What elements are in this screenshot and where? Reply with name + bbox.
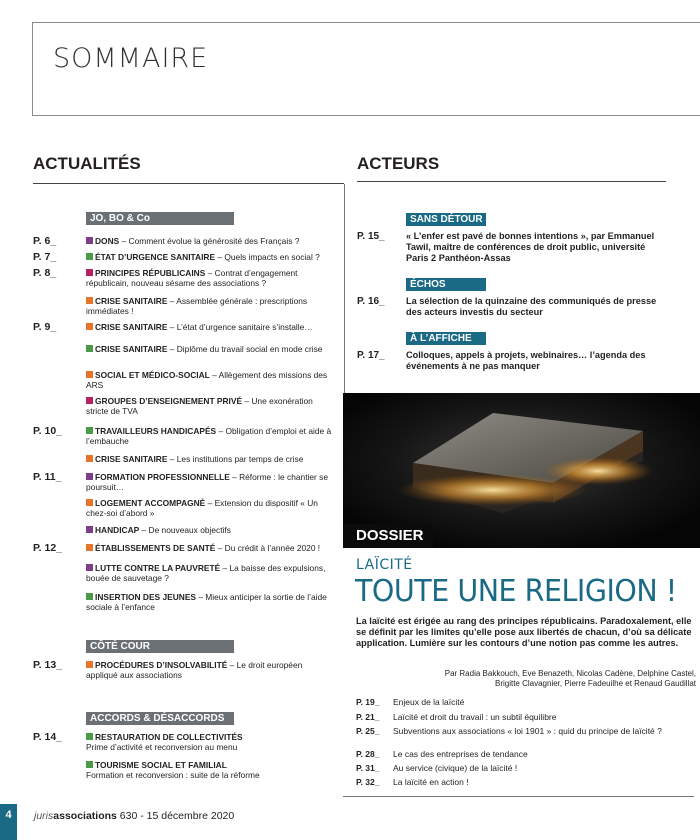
entry-title: SOCIAL ET MÉDICO-SOCIAL	[95, 370, 210, 380]
color-square-icon	[86, 593, 93, 600]
entry-title: INSERTION DES JEUNES	[95, 592, 196, 602]
color-square-icon	[86, 526, 93, 533]
toc-entry	[86, 296, 336, 316]
color-square-icon	[86, 427, 93, 434]
page-ref: P. 14_	[33, 731, 63, 743]
entry-text: Prime d’activité et reconversion au menu	[86, 742, 238, 752]
toc-entry	[86, 322, 336, 332]
footer-publication	[34, 810, 234, 822]
title-box	[32, 22, 700, 116]
color-square-icon	[86, 761, 93, 768]
entry-text: – L’état d’urgence sanitaire s’installe…	[167, 322, 313, 332]
entry-title: PRINCIPES RÉPUBLICAINS	[95, 268, 206, 278]
entry-title: CRISE SANITAIRE	[95, 454, 168, 464]
entry-title: RESTAURATION DE COLLECTIVITÉS	[95, 732, 243, 742]
entry-title: HANDICAP	[95, 525, 140, 535]
color-square-icon	[86, 733, 93, 740]
entry-title: CRISE SANITAIRE	[95, 322, 168, 332]
color-square-icon	[86, 297, 93, 304]
section-label-sans-detour: SANS DÉTOUR	[406, 213, 486, 226]
page-ref: P. 9_	[33, 321, 57, 333]
toc-entry	[86, 454, 336, 464]
toc-entry	[86, 760, 336, 780]
entry-text: – La baisse des expulsions, bouée de sauvetage ?	[86, 563, 326, 583]
toc-entry	[86, 498, 336, 518]
entry-text: – Obligation d’emploi et aide à l’embauche	[86, 426, 332, 446]
entry-text: – Mieux anticiper la sortie de l’aide sociale à l’enfance	[86, 592, 327, 612]
dossier-item: Laïcité et droit du travail : un subtil équilibre	[393, 712, 557, 722]
entry-text: – Diplôme du travail social en mode crise	[167, 344, 323, 354]
toc-entry	[86, 660, 336, 680]
toc-entry	[86, 732, 336, 752]
entry-text: Colloques, appels à projets, webinaires… l’agenda des événements à ne pas manquer	[406, 350, 646, 371]
page-ref: P. 8_	[33, 267, 57, 279]
column-divider	[344, 184, 345, 398]
entry-text: Formation et reconversion : suite de la réforme	[86, 770, 260, 780]
page-ref: P. 11_	[33, 471, 62, 483]
section-label-a-l-affiche: À L’AFFICHE	[406, 332, 486, 345]
entry-title: LUTTE CONTRE LA PAUVRETÉ	[95, 563, 221, 573]
color-square-icon	[86, 397, 93, 404]
page-ref: P. 10_	[33, 425, 63, 437]
dossier-authors: Par Radia Bakkouch, Eve Benazeth, Nicolas Cadène, Delphine Castel, Brigitte Clavagnier, Pierre Fadeuilhe et Renaud Gaudillat	[444, 669, 696, 688]
page-ref: P. 6_	[33, 235, 57, 247]
color-square-icon	[86, 544, 93, 551]
dossier-item: La laïcité en action !	[393, 777, 469, 787]
dossier-bottom-rule	[343, 796, 694, 797]
entry-title: TOURISME SOCIAL ET FAMILIAL	[95, 760, 227, 770]
dossier-item: Enjeux de la laïcité	[393, 697, 465, 707]
color-square-icon	[86, 473, 93, 480]
color-square-icon	[86, 323, 93, 330]
page-ref: P. 16_	[357, 296, 385, 307]
acteurs-heading: ACTEURS	[357, 154, 440, 173]
section-label-echos: ÉCHOS	[406, 278, 486, 291]
entry-text: – Le droit européen appliqué aux associations	[86, 660, 303, 680]
page-ref: P. 12_	[33, 542, 63, 554]
dossier-label: DOSSIER	[343, 524, 433, 548]
toc-entry	[86, 543, 336, 553]
footer-brand-b: associations	[53, 810, 117, 822]
entry-text: La sélection de la quinzaine des communiqués de presse des acteurs investis du secteur	[406, 296, 657, 317]
color-square-icon	[86, 371, 93, 378]
entry-text: – Allègement des missions des ARS	[86, 370, 328, 390]
color-square-icon	[86, 345, 93, 352]
dossier-item: Le cas des entreprises de tendance	[393, 749, 528, 759]
entry-title: CRISE SANITAIRE	[95, 344, 168, 354]
entry-text: – Contrat d’engagement républicain, nouveau sésame des associations ?	[86, 268, 298, 288]
toc-entry	[86, 268, 336, 288]
toc-entry	[86, 563, 336, 583]
entry-text: – Les institutions par temps de crise	[167, 454, 304, 464]
section-label: JO, BO & Co	[86, 212, 234, 225]
toc-entry	[86, 396, 336, 416]
footer-issue: 630 - 15 décembre 2020	[116, 810, 235, 822]
page-ref: P. 28_	[356, 749, 380, 759]
entry-text: – Une exonération stricte de TVA	[86, 396, 313, 416]
page-ref: P. 13_	[33, 659, 63, 671]
toc-entry	[86, 525, 336, 535]
color-square-icon	[86, 499, 93, 506]
toc-entry	[86, 252, 336, 262]
page-ref: P. 25_	[356, 726, 380, 736]
color-square-icon	[86, 253, 93, 260]
toc-entry	[86, 236, 336, 246]
color-square-icon	[86, 237, 93, 244]
entry-title: PROCÉDURES D’INSOLVABILITÉ	[95, 660, 228, 670]
entry-text: « L’enfer est pavé de bonnes intentions », par Emmanuel Tawil, maître de conférences de droit public, université Paris 2 Panthéon-Assas	[406, 231, 655, 263]
entry-text: – Extension du dispositif « Un chez-soi d’abord »	[86, 498, 318, 518]
dossier-chapo: La laïcité est érigée au rang des principes républicains. Paradoxalement, elle se définit par les limites qu’elle pose aux libertés de chacun, d’où sa délicate application. Lumière sur les contours d’une notion pas comme les autres.	[356, 616, 692, 648]
entry-title: FORMATION PROFESSIONNELLE	[95, 472, 230, 482]
actualites-heading: ACTUALITÉS	[33, 154, 141, 173]
acteurs-rule	[357, 181, 666, 182]
entry-title: TRAVAILLEURS HANDICAPÉS	[95, 426, 217, 436]
toc-entry	[86, 472, 336, 492]
entry-text: – Réforme : le chantier se poursuit…	[86, 472, 328, 492]
page-ref: P. 15_	[357, 231, 385, 242]
color-square-icon	[86, 661, 93, 668]
entry-text: – Quels impacts en social ?	[215, 252, 320, 262]
page-number: 4	[0, 804, 17, 840]
page-title: SOMMAIRE	[53, 43, 209, 74]
color-square-icon	[86, 564, 93, 571]
dossier-item: Au service (civique) de la laïcité !	[393, 763, 518, 773]
toc-entry	[86, 592, 336, 612]
toc-entry	[86, 370, 336, 390]
page-ref: P. 19_	[356, 697, 380, 707]
toc-entry	[86, 344, 336, 354]
dossier-kicker: LAÏCITÉ	[356, 557, 413, 573]
actualites-rule	[33, 183, 344, 184]
entry-title: ÉTABLISSEMENTS DE SANTÉ	[95, 543, 216, 553]
entry-title: DONS	[95, 236, 120, 246]
entry-title: LOGEMENT ACCOMPAGNÉ	[95, 498, 206, 508]
toc-entry	[86, 426, 336, 446]
section-label: CÔTÉ COUR	[86, 640, 234, 653]
section-label: ACCORDS & DÉSACCORDS	[86, 712, 234, 725]
entry-text: – De nouveaux objectifs	[139, 525, 231, 535]
color-square-icon	[86, 455, 93, 462]
footer-brand-a: juris	[34, 810, 54, 822]
page-ref: P. 31_	[356, 763, 380, 773]
entry-title: ÉTAT D’URGENCE SANITAIRE	[95, 252, 216, 262]
entry-text: – Du crédit à l’année 2020 !	[215, 543, 321, 553]
entry-text: – Assemblée générale : prescriptions immédiates !	[86, 296, 308, 316]
color-square-icon	[86, 269, 93, 276]
entry-text: – Comment évolue la générosité des Français ?	[119, 236, 300, 246]
page-ref: P. 17_	[357, 350, 385, 361]
page-ref: P. 7_	[33, 251, 57, 263]
entry-title: CRISE SANITAIRE	[95, 296, 168, 306]
page-ref: P. 21_	[356, 712, 380, 722]
dossier-title: TOUTE UNE RELIGION !	[355, 574, 677, 609]
dossier-item: Subventions aux associations « loi 1901 » : quid du principe de laïcité ?	[393, 726, 662, 736]
entry-title: GROUPES D’ENSEIGNEMENT PRIVÉ	[95, 396, 243, 406]
page-ref: P. 32_	[356, 777, 380, 787]
